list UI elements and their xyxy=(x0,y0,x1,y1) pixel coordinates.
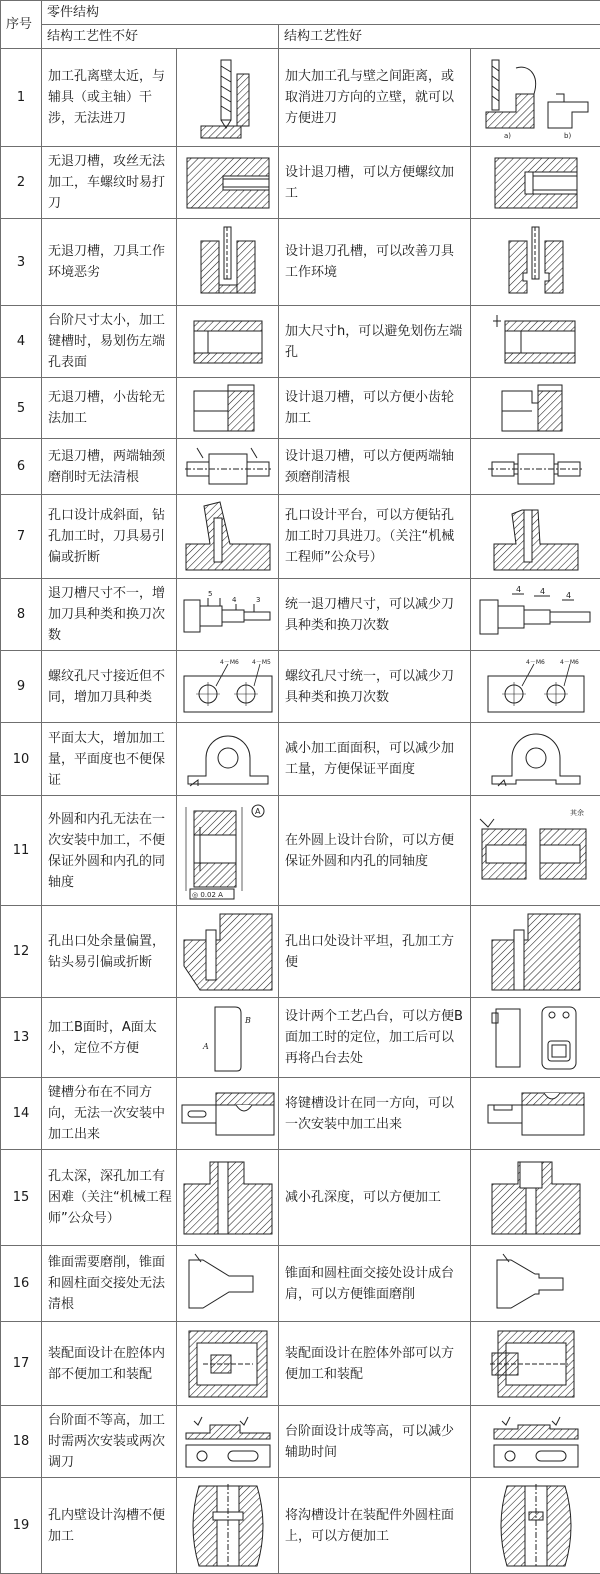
good-description: 螺纹孔尺寸统一，可以减少刀具种类和换刀次数 xyxy=(279,651,471,723)
good-figure-large-step xyxy=(471,306,600,378)
thread-label: 4－M5 xyxy=(252,659,271,666)
bad-description: 外圆和内孔无法在一次安装中加工，不便保证外圆和内孔的同轴度 xyxy=(42,796,177,906)
dimension-label: 4 xyxy=(540,587,545,596)
bad-figure-small-step xyxy=(177,306,279,378)
good-figure-keyways-same xyxy=(471,1078,600,1150)
thread-label: 4－M6 xyxy=(220,659,239,666)
good-figure-mating-outside xyxy=(471,1322,600,1406)
table-row xyxy=(1,49,600,147)
table-row xyxy=(1,306,600,378)
table-row xyxy=(1,495,600,579)
bad-description: 平面太大，增加加工量，平面度也不便保证 xyxy=(42,723,177,796)
bad-figure-threaded-holes-mixed xyxy=(177,651,279,723)
table-row xyxy=(1,1150,600,1246)
row-number: 17 xyxy=(1,1322,42,1406)
bad-description: 孔出口处余量偏置，钻头易引偏或折断 xyxy=(42,906,177,998)
dimension-label: 3 xyxy=(256,596,260,604)
bad-figure-drill-near-wall xyxy=(177,49,279,147)
bad-description: 无退刀槽，两端轴颈磨削时无法清根 xyxy=(42,439,177,495)
row-number: 12 xyxy=(1,906,42,998)
row-number: 9 xyxy=(1,651,42,723)
good-description: 在外圆上设计台阶，可以方便保证外圆和内孔的同轴度 xyxy=(279,796,471,906)
figure-label: b) xyxy=(564,132,571,140)
bad-figure-inclined-entry xyxy=(177,495,279,579)
bad-description: 锥面需要磨削，锥面和圆柱面交接处无法清根 xyxy=(42,1246,177,1322)
bad-figure-gear-no-undercut xyxy=(177,378,279,439)
good-description: 锥面和圆柱面交接处设计成台肩，可以方便锥面磨削 xyxy=(279,1246,471,1322)
figure-label: a) xyxy=(504,132,511,140)
dimension-label: 4 xyxy=(232,596,237,604)
good-figure-coaxial-good xyxy=(471,796,600,906)
bad-description: 装配面设计在腔体内部不便加工和装配 xyxy=(42,1322,177,1406)
bad-description: 退刀槽尺寸不一，增加刀具种类和换刀次数 xyxy=(42,579,177,651)
bad-description: 孔太深，深孔加工有困难（关注“机械工程师”公众号） xyxy=(42,1150,177,1246)
table-row xyxy=(1,651,600,723)
good-description: 设计两个工艺凸台，可以方便B面加工时的定位，加工后可以再将凸台去处 xyxy=(279,998,471,1078)
header-bad: 结构工艺性不好 xyxy=(42,25,279,49)
header-good: 结构工艺性好 xyxy=(279,25,600,49)
good-description: 设计退刀槽，可以方便小齿轮加工 xyxy=(279,378,471,439)
bad-figure-keyways-different xyxy=(177,1078,279,1150)
good-description: 设计退刀孔槽，可以改善刀具工作环境 xyxy=(279,219,471,306)
good-description: 加大尺寸h，可以避免划伤左端孔 xyxy=(279,306,471,378)
table-row xyxy=(1,147,600,219)
table-row xyxy=(1,1478,600,1574)
row-number: 19 xyxy=(1,1478,42,1574)
table-row xyxy=(1,378,600,439)
bad-description: 无退刀槽，小齿轮无法加工 xyxy=(42,378,177,439)
table-row xyxy=(1,439,600,495)
good-figure-thread-undercut xyxy=(471,147,600,219)
good-figure-journal-undercut xyxy=(471,439,600,495)
good-description: 台阶面设计成等高，可以减少辅助时间 xyxy=(279,1406,471,1478)
good-description: 装配面设计在腔体外部可以方便加工和装配 xyxy=(279,1322,471,1406)
row-number: 1 xyxy=(1,49,42,147)
bad-figure-journal-no-undercut xyxy=(177,439,279,495)
row-number: 10 xyxy=(1,723,42,796)
datum-label: A xyxy=(255,807,261,816)
face-label: B xyxy=(244,1016,251,1025)
bad-description: 加工孔离壁太近，与辅具（或主轴）干涉，无法进刀 xyxy=(42,49,177,147)
table-row xyxy=(1,723,600,796)
row-number: 7 xyxy=(1,495,42,579)
bad-figure-exit-offset xyxy=(177,906,279,998)
bad-figure-small-datum xyxy=(177,998,279,1078)
row-number: 14 xyxy=(1,1078,42,1150)
row-number: 11 xyxy=(1,796,42,906)
bad-figure-thread-no-undercut xyxy=(177,147,279,219)
bad-figure-mating-inside xyxy=(177,1322,279,1406)
table-row xyxy=(1,796,600,906)
good-description: 设计退刀槽，可以方便两端轴颈磨削清根 xyxy=(279,439,471,495)
good-figure-gear-undercut xyxy=(471,378,600,439)
good-figure-short-hole xyxy=(471,1150,600,1246)
good-description: 加大加工孔与壁之间距离，或取消进刀方向的立壁，就可以方便进刀 xyxy=(279,49,471,147)
tolerance-label: ◎ 0.02 A xyxy=(192,891,223,899)
row-number: 3 xyxy=(1,219,42,306)
table-row xyxy=(1,1322,600,1406)
row-number: 5 xyxy=(1,378,42,439)
good-description: 孔口设计平台，可以方便钻孔加工时刀具进刀。（关注“机械工程师”公众号） xyxy=(279,495,471,579)
bad-description: 台阶面不等高，加工时需两次安装或两次调刀 xyxy=(42,1406,177,1478)
row-number: 2 xyxy=(1,147,42,219)
good-figure-groove-on-shaft xyxy=(471,1478,600,1574)
table-row xyxy=(1,579,600,651)
row-number: 16 xyxy=(1,1246,42,1322)
header-seq: 序号 xyxy=(1,1,42,49)
thread-label: 4－M6 xyxy=(560,659,579,666)
good-description: 设计退刀槽，可以方便螺纹加工 xyxy=(279,147,471,219)
bad-figure-steps-unequal xyxy=(177,1406,279,1478)
dimension-label: 4 xyxy=(566,591,571,600)
table-row xyxy=(1,219,600,306)
good-description: 将键槽设计在同一方向，可以一次安装中加工出来 xyxy=(279,1078,471,1150)
bad-figure-groove-in-bore xyxy=(177,1478,279,1574)
row-number: 18 xyxy=(1,1406,42,1478)
bad-description: 无退刀槽，刀具工作环境恶劣 xyxy=(42,219,177,306)
table-row xyxy=(1,1246,600,1322)
table-row xyxy=(1,1406,600,1478)
good-description: 减小加工面面积，可以减少加工量，方便保证平面度 xyxy=(279,723,471,796)
good-description: 将沟槽设计在装配件外圆柱面上，可以方便加工 xyxy=(279,1478,471,1574)
face-label: A xyxy=(202,1042,209,1051)
good-figure-process-bosses xyxy=(471,998,600,1078)
good-figure-steps-equal xyxy=(471,1406,600,1478)
good-figure-blind-bore-relief xyxy=(471,219,600,306)
table-row xyxy=(1,998,600,1078)
row-number: 4 xyxy=(1,306,42,378)
good-figure-cone-shoulder xyxy=(471,1246,600,1322)
bad-description: 无退刀槽，攻丝无法加工，车螺纹时易打刀 xyxy=(42,147,177,219)
table-row xyxy=(1,1078,600,1150)
good-figure-drill-away-wall xyxy=(471,49,600,147)
good-figure-relieved-base xyxy=(471,723,600,796)
good-figure-grooves-uniform xyxy=(471,579,600,651)
thread-label: 4－M6 xyxy=(526,659,545,666)
row-number: 13 xyxy=(1,998,42,1078)
bad-description: 螺纹孔尺寸接近但不同，增加刀具种类 xyxy=(42,651,177,723)
bad-figure-grooves-mixed xyxy=(177,579,279,651)
row-number: 15 xyxy=(1,1150,42,1246)
bad-description: 键槽分布在不同方向，无法一次安装中加工出来 xyxy=(42,1078,177,1150)
bad-figure-coaxial-bad xyxy=(177,796,279,906)
bad-description: 孔内壁设计沟槽不便加工 xyxy=(42,1478,177,1574)
good-figure-threaded-holes-uniform xyxy=(471,651,600,723)
good-description: 减小孔深度，可以方便加工 xyxy=(279,1150,471,1246)
good-description: 孔出口处设计平坦，孔加工方便 xyxy=(279,906,471,998)
bad-figure-cone-no-shoulder xyxy=(177,1246,279,1322)
bad-figure-deep-hole xyxy=(177,1150,279,1246)
header-part-structure: 零件结构 xyxy=(42,1,600,25)
dimension-label: 5 xyxy=(208,590,212,598)
good-description: 统一退刀槽尺寸，可以减少刀具种类和换刀次数 xyxy=(279,579,471,651)
bad-description: 台阶尺寸太小，加工键槽时，易划伤左端孔表面 xyxy=(42,306,177,378)
good-figure-exit-flat xyxy=(471,906,600,998)
bad-figure-blind-bore-no-relief xyxy=(177,219,279,306)
bad-figure-large-base xyxy=(177,723,279,796)
surface-note-label: 其余 xyxy=(570,808,584,817)
row-number: 6 xyxy=(1,439,42,495)
bad-description: 孔口设计成斜面，钻孔加工时，刀具易引偏或折断 xyxy=(42,495,177,579)
good-figure-flat-entry xyxy=(471,495,600,579)
row-number: 8 xyxy=(1,579,42,651)
bad-description: 加工B面时，A面太小，定位不方便 xyxy=(42,998,177,1078)
dimension-label: 4 xyxy=(516,585,521,594)
table-row xyxy=(1,906,600,998)
